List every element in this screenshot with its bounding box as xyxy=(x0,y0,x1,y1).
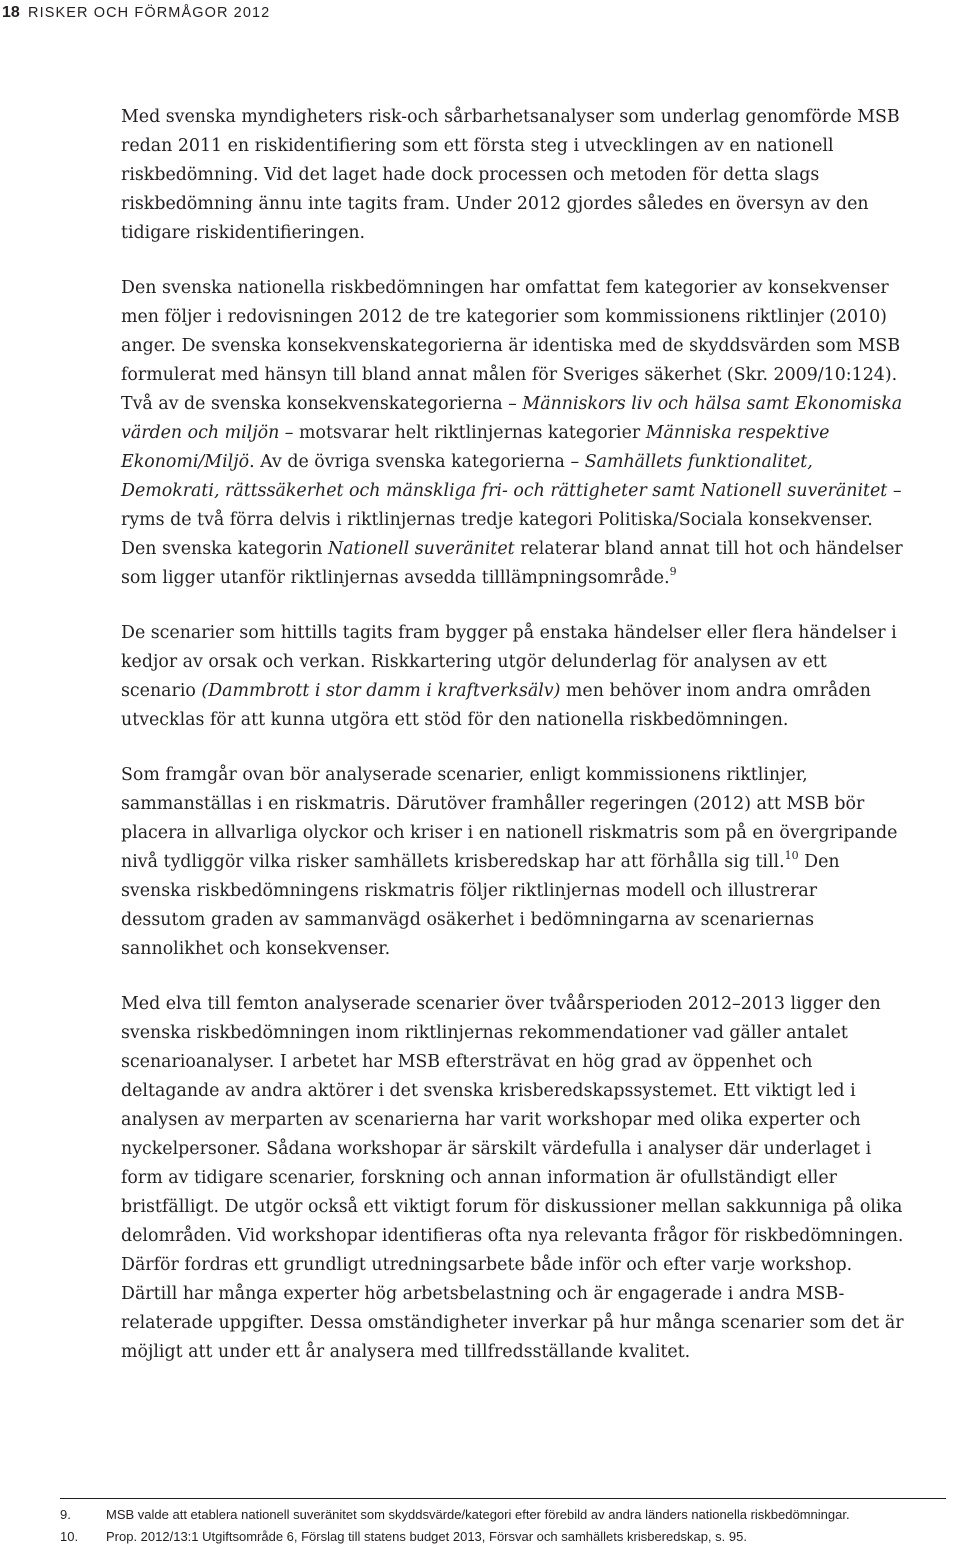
running-title: RISKER OCH FÖRMÅGOR 2012 xyxy=(28,5,271,21)
paragraph-2-italic-4: Nationell suveränitet xyxy=(327,539,515,559)
paragraph-2-italic-2: Människa respektive Ekonomi/Miljö xyxy=(121,423,830,472)
footnote-ref-9[interactable]: 9 xyxy=(669,565,677,579)
paragraph-2-text-c: . Av de övriga svenska kategorierna – xyxy=(249,452,585,472)
paragraph-2-italic-1: Människors liv och hälsa samt Ekonomiska värden och miljön xyxy=(121,394,903,443)
paragraph-4-text-a: Som framgår ovan bör analyserade scenarier, enligt kommissionens riktlinjer, sammanställas i en riskmatris. Därutöver framhåller regeringen (2012) att MSB bör placera in allvarliga olyckor och kriser i en nationell riskmatris som på en övergripande nivå tydliggör vilka risker samhällets krisberedskap har att förhålla sig till. xyxy=(121,765,898,872)
paragraph-3-text-b: men behöver inom andra områden utvecklas för att kunna utgöra ett stöd för den nationella riskbedömningen. xyxy=(121,681,871,730)
paragraph-3 xyxy=(121,619,906,735)
footnote-number: 9. xyxy=(60,1507,71,1522)
footnote-divider xyxy=(60,1498,946,1499)
paragraph-3-text-a: De scenarier som hittills tagits fram bygger på enstaka händelser eller flera händelser i kedjor av orsak och verkan. Riskkartering utgör delunderlag för analysen av ett scenario xyxy=(121,623,897,701)
page-header xyxy=(0,0,270,26)
page-number: 18 xyxy=(2,4,20,21)
paragraph-2-text-b: – motsvarar helt riktlinjernas kategorier xyxy=(279,423,646,443)
paragraph-2 xyxy=(121,274,906,593)
paragraph-3-italic-1: (Dammbrott i stor damm i kraftverksälv) xyxy=(201,681,561,701)
paragraph-2-text-a: Den svenska nationella riskbedömningen har omfattat fem kategorier av konsekvenser men följer i redovisningen 2012 de tre kategorier som kommissionens riktlinjer (2010) anger. De svenska konsekvenskategorierna är identiska med de skyddsvärden som MSB formulerat med hänsyn till bland annat målen för Sveriges säkerhet (Skr. 2009/10:124). Två av de svenska konsekvenskategorierna – xyxy=(121,278,901,414)
footnote-9 xyxy=(60,1504,960,1526)
paragraph-5: Med elva till femton analyserade scenarier över tvåårsperioden 2012–2013 ligger den svenska riskbedömningen inom riktlinjernas rekommendationer vad gäller antalet scenarioanalyser. I arbetet har MSB eftersträvat en hög grad av öppenhet och deltagande av andra aktörer i det svenska krisberedskapssystemet. Ett viktigt led i analysen av merparten av scenarierna har varit workshopar med olika experter och nyckelpersoner. Sådana workshopar är särskilt värdefulla i analyser där underlaget i form av tidigare scenarier, forskning och annan information är ofullständigt eller bristfälligt. De utgör också ett viktigt forum för diskussioner mellan sakkunniga på olika delområden. Vid workshopar identifieras ofta nya relevanta frågor för riskbedömningen. Därför fordras ett grundligt utredningsarbete både inför och efter varje workshop. Därtill har många experter hög arbetsbelastning och är engagerade i andra MSB-relaterade uppgifter. Dessa omständigheter inverkar på hur många scenarier som det är möjligt att under ett år analysera med tillfredsställande kvalitet. xyxy=(121,994,904,1362)
body-text xyxy=(121,103,906,1393)
paragraph-4 xyxy=(121,761,906,964)
paragraph-2-italic-3: Samhällets funktionalitet, Demokrati, rättssäkerhet och mänskliga fri- och rättigheter samt Nationell suveränitet xyxy=(121,452,888,501)
footnote-text: MSB valde att etablera nationell suveränitet som skyddsvärde/kategori efter förebild av andra länders nationella riskbedömningar. xyxy=(106,1507,850,1522)
paragraph-2-text-d: – ryms de två förra delvis i riktlinjernas tredje kategori Politiska/Sociala konsekvenser. Den svenska kategorin xyxy=(121,481,902,559)
paragraph-2-text-e: relaterar bland annat till hot och händelser som ligger utanför riktlinjernas avsedda tilllämpningsområde. xyxy=(121,539,903,588)
footnote-number: 10. xyxy=(60,1529,79,1544)
paragraph-1: Med svenska myndigheters risk-och sårbarhetsanalyser som underlag genomförde MSB redan 2011 en riskidentifiering som ett första steg i utvecklingen av en nationell riskbedömning. Vid det laget hade dock processen och metoden för detta slags riskbedömning ännu inte tagits fram. Under 2012 gjordes således en översyn av den tidigare riskidentifieringen. xyxy=(121,107,900,243)
footnote-text: Prop. 2012/13:1 Utgiftsområde 6, Förslag till statens budget 2013, Försvar och samhällets krisberedskap, s. 95. xyxy=(106,1529,747,1544)
footnotes xyxy=(60,1504,960,1548)
paragraph-4-text-b: Den svenska riskbedömningens riskmatris följer riktlinjernas modell och illustrerar dessutom graden av sammanvägd osäkerhet i bedömningarna av scenariernas sannolikhet och konsekvenser. xyxy=(121,852,840,959)
footnote-10 xyxy=(60,1526,960,1548)
footnote-ref-10[interactable]: 10 xyxy=(784,849,799,863)
